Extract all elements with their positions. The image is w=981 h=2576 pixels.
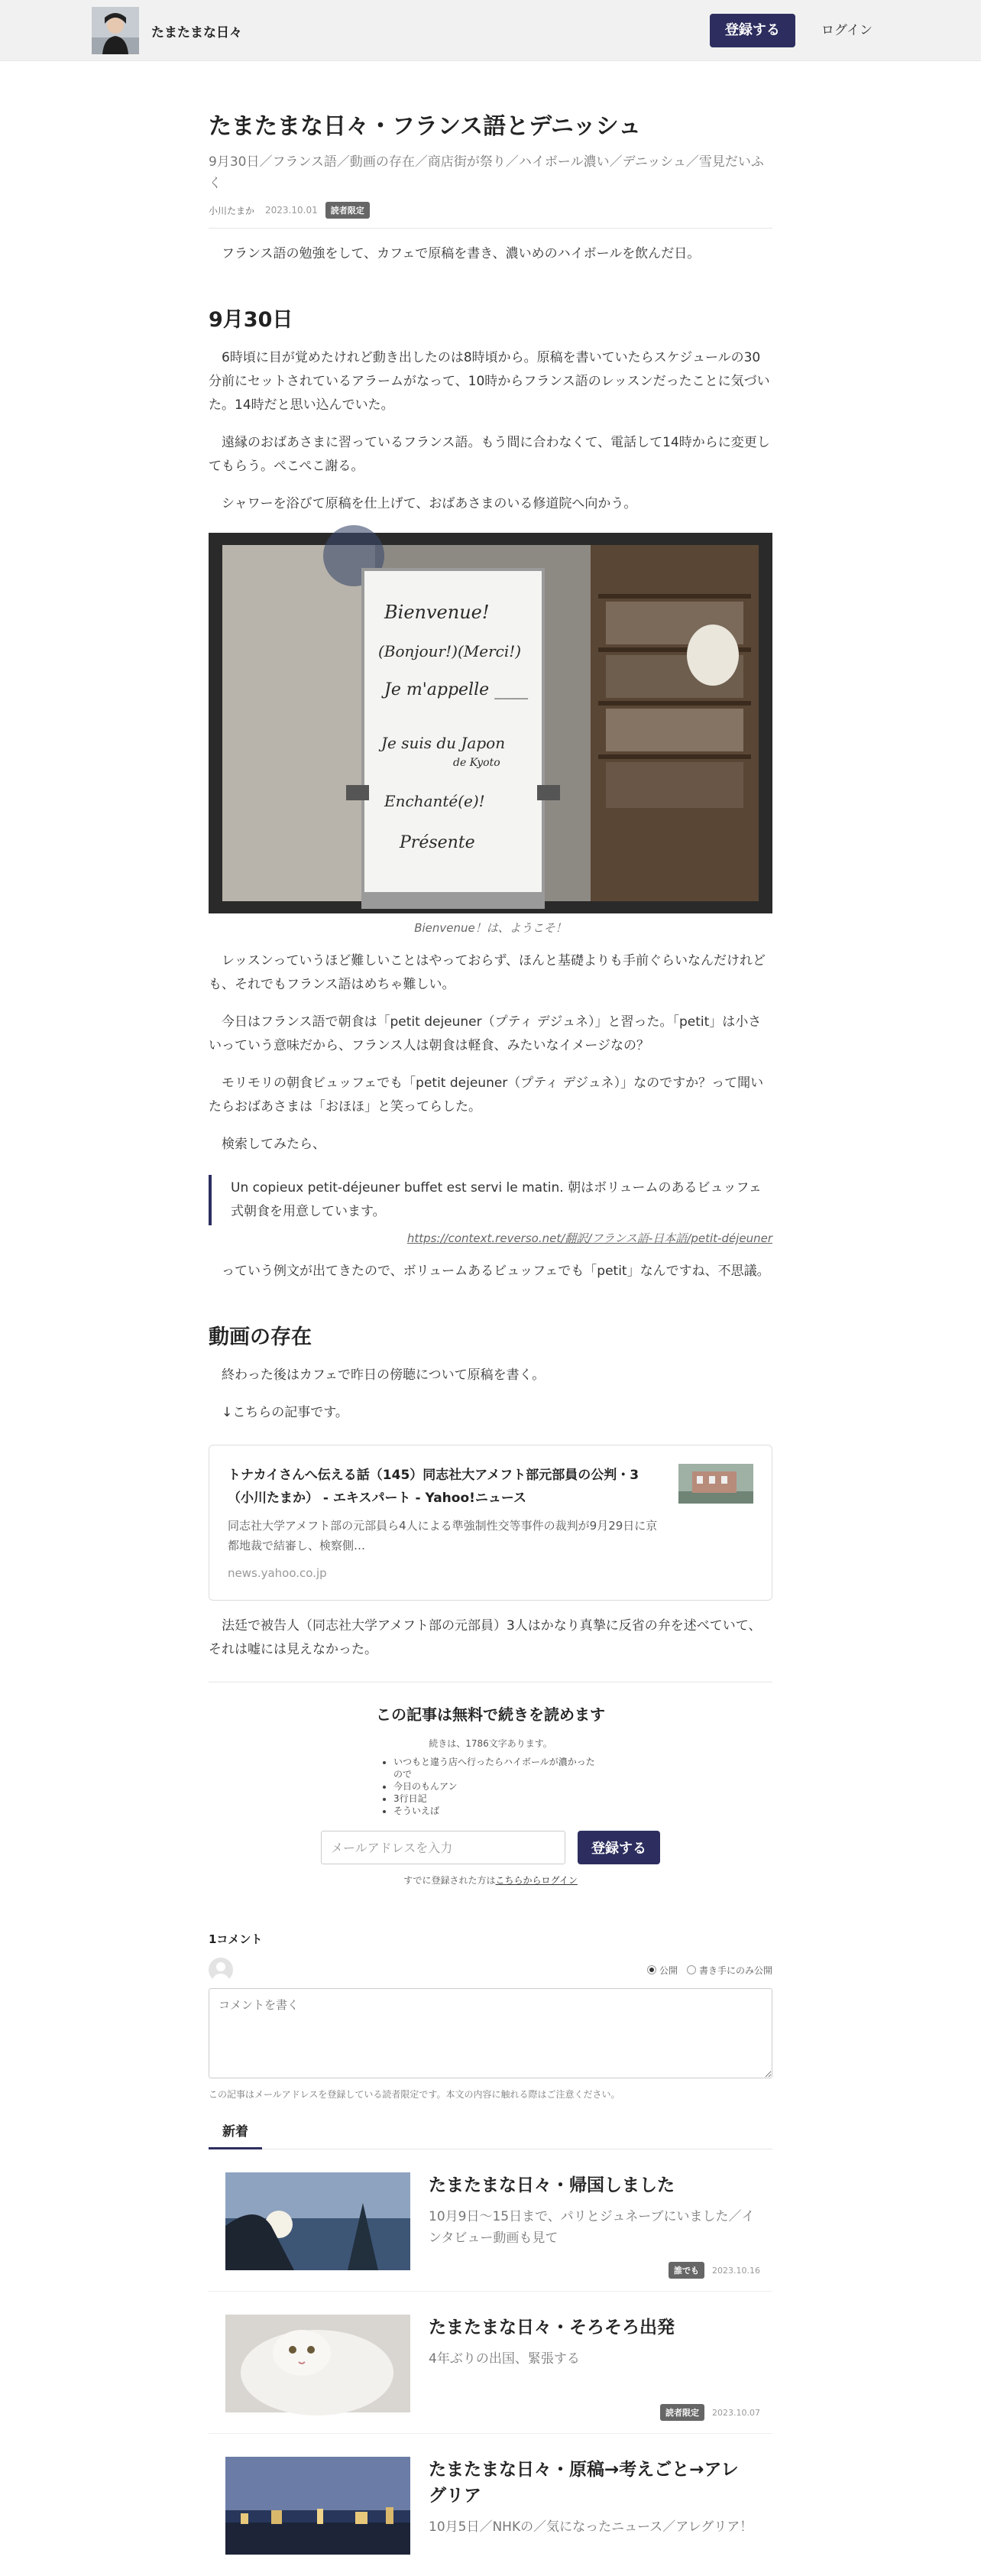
avatar-image [92, 7, 139, 54]
paragraph: 6時頃に目が覚めたけれど動き出したのは8時頃から。原稿を書いていたらスケジュールの30分前にセットされているアラームがなって、10時からフランス語のレッスンだったことに気づいた。14時だと思い込んでいた。 [209, 350, 770, 413]
list-item: • そういえば [393, 1805, 601, 1817]
site-name[interactable]: たまたまな日々 [151, 24, 242, 41]
post-summary: 10月9日〜15日まで、パリとジュネーブにいました／インタビュー動画も見て [429, 2209, 755, 2246]
comment-textarea[interactable] [209, 1988, 772, 2078]
post-card[interactable] [209, 2434, 772, 2576]
post-thumbnail [225, 2172, 410, 2270]
article-tags: 9月30日／フランス語／動画の存在／商店街が祭り／ハイボール濃い／デニッシュ／雪見だいふく [209, 154, 764, 191]
private-radio[interactable] [687, 1965, 696, 1974]
paragraph: シャワーを浴びて原稿を仕上げて、おばあさまのいる修道院へ向かう。 [222, 496, 637, 511]
header-inner [92, 0, 889, 61]
paywall-subtitle: 続きは、1786文字あります。 [429, 1738, 552, 1749]
paragraph: レッスンっていうほど難しいことはやっておらず、ほんと基礎よりも手前ぐらいなんだけれども、それでもフランス語はめちゃ難しい。 [209, 953, 766, 992]
list-item: • 3行日記 [393, 1792, 601, 1805]
article [209, 61, 772, 2576]
private-label: 書き手にのみ公開 [698, 1964, 772, 1976]
paragraph: 遠縁のおばあさまに習っているフランス語。もう間に合わなくて、電話して14時からに変更してもらう。ぺこぺこ謝る。 [209, 435, 770, 474]
comment-options [209, 1958, 772, 1982]
article-title: たまたまな日々・フランス語とデニッシュ [209, 113, 642, 140]
paragraph: 終わった後はカフェで昨日の傍聴について原稿を書く。 [222, 1367, 546, 1383]
post-thumbnail [225, 2315, 410, 2412]
post-meta [669, 2262, 760, 2279]
post-body [429, 2457, 756, 2576]
tab-latest[interactable]: 新着 [209, 2119, 262, 2149]
post-meta [660, 2404, 760, 2421]
register-button[interactable]: 登録する [710, 14, 795, 47]
paywall-login-text [209, 1874, 772, 1887]
readers-only-badge: 読者限定 [325, 202, 370, 219]
latest-posts [209, 2119, 772, 2576]
paragraph: 今日はフランス語で朝食は「petit dejeuner（プティ デジュネ）」と習った。「petit」は小さいっていう意味だから、フランス人は朝食は軽食、みたいなイメージなの？ [209, 1014, 762, 1053]
paragraph: ↓こちらの記事です。 [222, 1405, 348, 1420]
comment-count: 1コメント [209, 1932, 263, 1946]
post-date: 2023.10.16 [712, 2265, 760, 2276]
list-item: • 今日のもんアン [393, 1780, 601, 1792]
list-item: • いつもと違う店へ行ったらハイボールが濃かったので [393, 1756, 601, 1780]
post-thumbnail [225, 2457, 410, 2555]
quote-block: Un copieux petit-déjeuner buffet est servi le matin. 朝はボリュームのあるビュッフェ式朝食を用意しています。 [209, 1175, 772, 1225]
post-badge: 誰でも [669, 2262, 704, 2279]
comments-section [209, 1931, 772, 2101]
whiteboard-line: Enchanté(e)! [384, 792, 485, 810]
link-embed-card[interactable] [209, 1445, 772, 1601]
login-link[interactable]: こちらからログイン [495, 1875, 578, 1886]
post-title: たまたまな日々・そろそろ出発 [429, 2318, 675, 2338]
section-heading-video: 動画の存在 [209, 1325, 312, 1349]
embed-thumbnail [678, 1464, 753, 1504]
site-avatar[interactable] [92, 7, 139, 54]
subscribe-form [209, 1831, 772, 1864]
paragraph: モリモリの朝食ビュッフェでも「petit dejeuner（プティ デジュネ）」なのですか？って聞いたらおばあさまは「おほほ」と笑ってらした。 [209, 1075, 764, 1114]
whiteboard-photo [209, 533, 772, 913]
intro-paragraph: フランス語の勉強をして、カフェで原稿を書き、濃いめのハイボールを飲んだ日。 [222, 246, 701, 261]
section-heading-sep30: 9月30日 [209, 308, 293, 332]
subscribe-button[interactable]: 登録する [578, 1831, 660, 1864]
paywall [209, 1682, 772, 1887]
divider [209, 228, 772, 229]
login-button[interactable]: ログイン [821, 23, 873, 38]
post-summary: 10月5日／NHKの／気になったニュース／アレグリア！ [429, 2519, 753, 2535]
user-avatar-icon [209, 1958, 233, 1982]
post-card[interactable] [209, 2149, 772, 2292]
login-prefix: すでに登録された方は [403, 1875, 496, 1886]
post-summary: 4年ぶりの出国、緊張する [429, 2351, 580, 2367]
whiteboard-line: (Bonjour!)(Merci!) [378, 642, 522, 660]
paragraph: 検索してみたら、 [222, 1137, 325, 1152]
embed-description: 同志社大学アメフト部の元部員ら4人による準強制性交等事件の裁判が9月29日に京都地裁で結審し、検察側… [228, 1519, 658, 1552]
comment-note: この記事はメールアドレスを登録している読者限定です。本文の内容に触れる際はご注意ください。 [209, 2089, 620, 2100]
quote-source-link[interactable]: https://context.reverso.net/翻訳/フランス語-日本語/petit-déjeuner [406, 1231, 772, 1245]
whiteboard-line: Je suis du Japon [381, 734, 506, 752]
embed-source: news.yahoo.co.jp [228, 1566, 327, 1580]
paragraph: っていう例文が出てきたので、ボリュームあるビュッフェでも「petit」なんですね、不思議。 [222, 1264, 770, 1279]
header-actions [710, 14, 889, 47]
whiteboard-line: Présente [400, 833, 475, 852]
latest-tabs [209, 2119, 772, 2149]
public-radio[interactable] [647, 1965, 656, 1974]
author-name[interactable]: 小川たまか [209, 205, 255, 216]
site-header [0, 0, 981, 61]
post-badge: 読者限定 [660, 2404, 704, 2421]
public-label: 公開 [659, 1964, 678, 1976]
whiteboard-line: Je m'appelle ____ [384, 680, 529, 699]
post-title: たまたまな日々・帰国しました [429, 2175, 675, 2195]
embed-title: トナカイさんへ伝える話（145）同志社大アメフト部元部員の公判・3（小川たまか） - エキスパート - Yahoo!ニュース [228, 1468, 639, 1506]
paragraph: 法廷で被告人（同志社大学アメフト部の元部員）3人はかなり真摯に反省の弁を述べていて、それは嘘には見えなかった。 [209, 1618, 762, 1657]
paywall-title: この記事は無料で続きを読めます [376, 1705, 605, 1724]
post-date: 2023.10.07 [712, 2407, 760, 2418]
visibility-options [638, 1964, 772, 1977]
whiteboard-line: de Kyoto [453, 757, 500, 769]
whiteboard-line: Bienvenue! [384, 602, 490, 623]
publish-date: 2023.10.01 [265, 205, 318, 216]
post-title: たまたまな日々・原稿→考えごと→アレグリア [429, 2460, 739, 2506]
embed-text [228, 1464, 662, 1580]
photo-caption: Bienvenue！は、ようこそ！ [414, 921, 567, 935]
post-card[interactable] [209, 2292, 772, 2434]
article-meta [209, 202, 772, 219]
paywall-contents-list [380, 1756, 601, 1817]
email-input[interactable] [321, 1831, 565, 1864]
